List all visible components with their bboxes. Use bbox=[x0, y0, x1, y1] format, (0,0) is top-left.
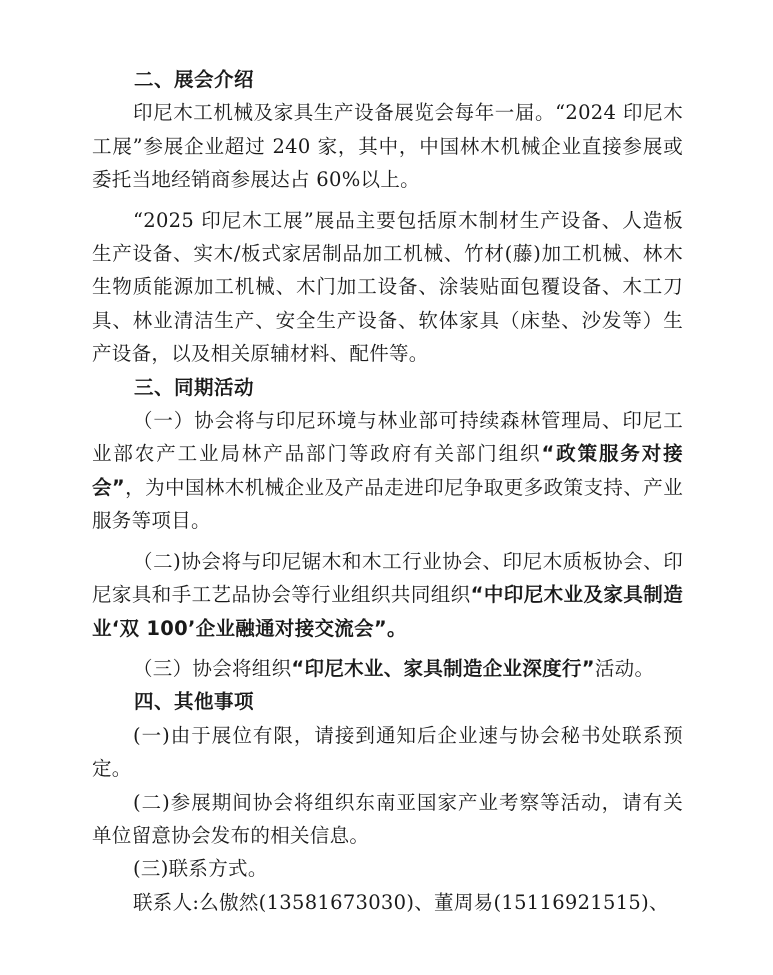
concurrent-event-3 bbox=[92, 652, 683, 685]
event-1-text-b: ，为中国林木机械企业及产品走进印尼争取更多政策支持、产业服务等项目。 bbox=[92, 475, 683, 533]
event-1-title: “政策服务对接会” bbox=[92, 442, 683, 499]
section-heading-concurrent-events: 三、同期活动 bbox=[134, 375, 255, 399]
exhibition-intro-paragraph-1: 印尼木工机械及家具生产设备展览会每年一届。“2024 印尼木工展”参展企业超过 240 家，其中，中国林木机械企业直接参展或委托当地经销商参展达占 60%以上。 bbox=[92, 101, 683, 192]
event-3-text-b: 活动。 bbox=[594, 656, 655, 680]
concurrent-event-2 bbox=[92, 545, 683, 645]
event-1-text-a: （一）协会将与印尼环境与林业部可持续森林管理局、印尼工业部农产工业局林产品部门等政府有关部门组织 bbox=[92, 409, 683, 466]
event-3-text-a: （三）协会将组织 bbox=[133, 656, 292, 680]
section-heading-other-matters: 四、其他事项 bbox=[134, 690, 255, 714]
contact-persons: 联系人:么傲然(13581673030)、董周易(15116921515)、 bbox=[133, 890, 669, 914]
event-2-title: “中印尼木业及家具制造业‘双 100’企业融通对接交流会”。 bbox=[92, 583, 683, 640]
concurrent-event-1 bbox=[92, 404, 683, 538]
section-heading-exhibition-intro: 二、展会介绍 bbox=[134, 68, 255, 91]
exhibition-intro-paragraph-2: “2025 印尼木工展”展品主要包括原木制材生产设备、人造板生产设备、实木/板式家居制品加工机械、竹材(藤)加工机械、林木生物质能源加工机械、木门加工设备、涂装贴面包覆设备、木工刀具、林业清洁生产、安全生产设备、软体家具（床垫、沙发等）生产设备，以及相关原辅材料、配件等。 bbox=[92, 208, 683, 366]
event-3-title: “印尼木业、家具制造企业深度行” bbox=[291, 656, 595, 680]
other-matter-2: (二)参展期间协会将组织东南亚国家产业考察等活动，请有关单位留意协会发布的相关信息。 bbox=[92, 790, 683, 847]
other-matter-3: (三)联系方式。 bbox=[133, 857, 268, 881]
other-matter-1: (一)由于展位有限，请接到通知后企业速与协会秘书处联系预定。 bbox=[92, 723, 683, 781]
event-2-text-a: （二)协会将与印尼锯木和木工行业协会、印尼木质板协会、印尼家具和手工艺品协会等行业组织共同组织 bbox=[92, 549, 683, 607]
